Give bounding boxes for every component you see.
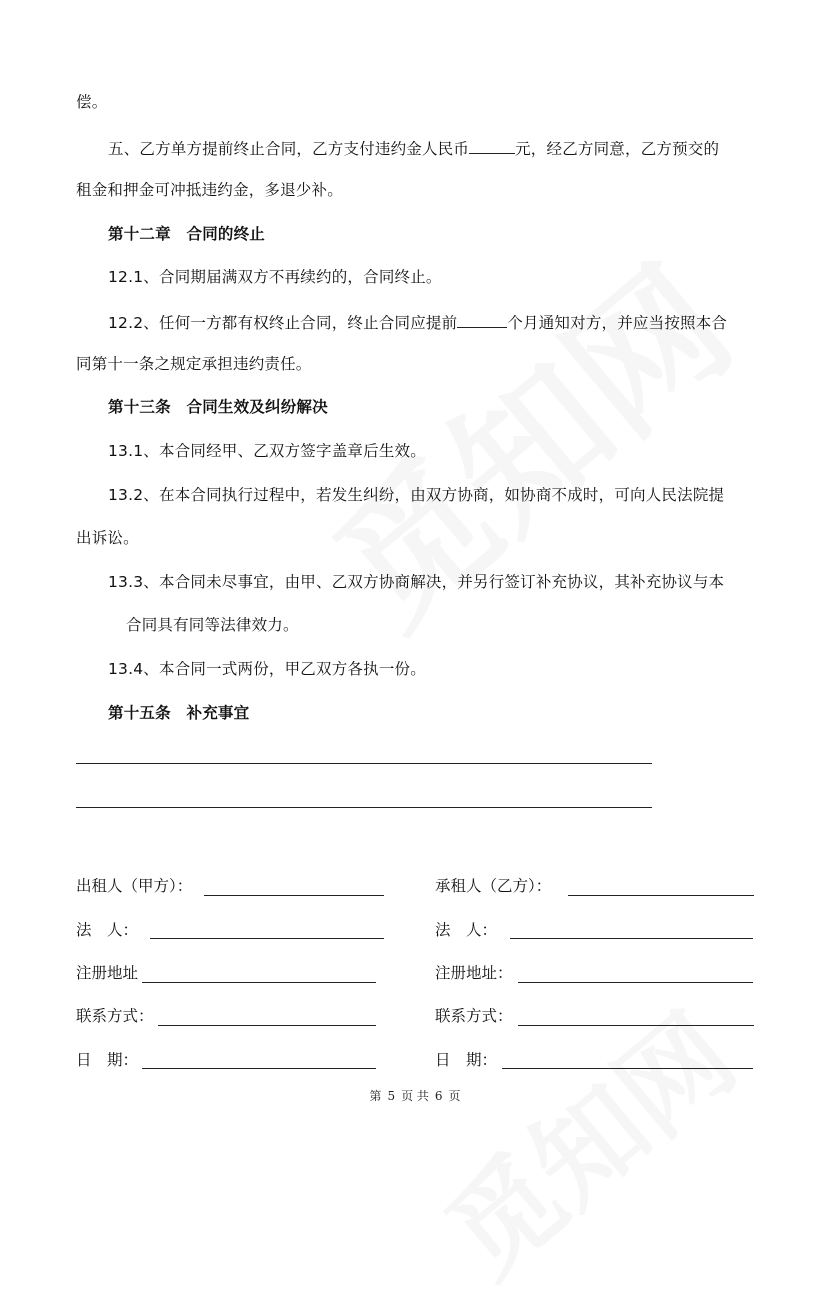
footer-prefix: 第 (369, 1089, 382, 1103)
lessor-signature-line[interactable] (204, 895, 384, 896)
footer-total-pages: 6 (434, 1089, 443, 1103)
heading-chapter-12: 第十二章 合同的终止 (108, 225, 266, 243)
paragraph-13-2: 13.2、在本合同执行过程中，若发生纠纷，由双方协商，如协商不成时，可向人民法院提 (108, 486, 725, 504)
paragraph-13-1: 13.1、本合同经甲、乙双方签字盖章后生效。 (108, 442, 426, 460)
lessor-contact-line[interactable] (158, 1025, 376, 1026)
lessor-legal-label: 法 人： (76, 921, 139, 939)
footer-page-number: 5 (387, 1089, 396, 1103)
paragraph-13-2-cont: 出诉讼。 (76, 529, 139, 547)
paragraph-12-2 (108, 311, 727, 333)
clause-12-2-text-a: 12.2、任何一方都有权终止合同，终止合同应提前 (108, 314, 458, 332)
lessee-date-label: 日 期： (435, 1051, 498, 1069)
penalty-amount-blank (469, 137, 515, 154)
notice-months-blank (457, 311, 507, 328)
lessee-legal-label: 法 人： (435, 921, 498, 939)
lessee-legal-line[interactable] (510, 938, 753, 939)
lessee-date-line[interactable] (502, 1068, 753, 1069)
lessor-address-label: 注册地址 (76, 964, 139, 982)
clause-5-text-a: 五、乙方单方提前终止合同，乙方支付违约金人民币 (108, 140, 470, 158)
footer-suffix: 页 (448, 1089, 461, 1103)
paragraph-12-1: 12.1、合同期届满双方不再续约的，合同终止。 (108, 268, 442, 286)
page-footer (0, 1087, 830, 1104)
lessee-signature-line[interactable] (568, 895, 754, 896)
paragraph-clause-5 (108, 137, 719, 159)
supplement-line-2[interactable] (76, 807, 652, 808)
footer-mid: 页 共 (401, 1089, 429, 1103)
lessor-address-line[interactable] (142, 982, 376, 983)
paragraph-13-4: 13.4、本合同一式两份，甲乙双方各执一份。 (108, 660, 426, 678)
lessor-date-label: 日 期： (76, 1051, 139, 1069)
lessor-date-line[interactable] (142, 1068, 376, 1069)
lessor-label: 出租人（甲方）： (76, 877, 193, 895)
heading-article-13: 第十三条 合同生效及纠纷解决 (108, 398, 328, 416)
clause-12-2-text-b: 个月通知对方，并应当按照本合 (507, 314, 728, 332)
lessor-legal-line[interactable] (150, 938, 384, 939)
paragraph-line-1: 偿。 (76, 93, 108, 111)
paragraph-clause-5-cont: 租金和押金可冲抵违约金，多退少补。 (76, 181, 343, 199)
lessor-contact-label: 联系方式： (76, 1007, 154, 1025)
clause-5-text-b: 元，经乙方同意，乙方预交的 (515, 140, 720, 158)
supplement-line-1[interactable] (76, 763, 652, 764)
lessee-address-line[interactable] (518, 982, 753, 983)
paragraph-12-2-cont: 同第十一条之规定承担违约责任。 (76, 355, 312, 373)
paragraph-13-3-cont: 合同具有同等法律效力。 (126, 616, 299, 634)
lessee-label: 承租人（乙方）： (435, 877, 552, 895)
paragraph-13-3: 13.3、本合同未尽事宜，由甲、乙双方协商解决，并另行签订补充协议，其补充协议与本 (108, 573, 725, 591)
heading-article-15: 第十五条 补充事宜 (108, 704, 250, 722)
lessee-address-label: 注册地址： (435, 964, 513, 982)
lessee-contact-line[interactable] (518, 1025, 754, 1026)
lessee-contact-label: 联系方式： (435, 1007, 513, 1025)
